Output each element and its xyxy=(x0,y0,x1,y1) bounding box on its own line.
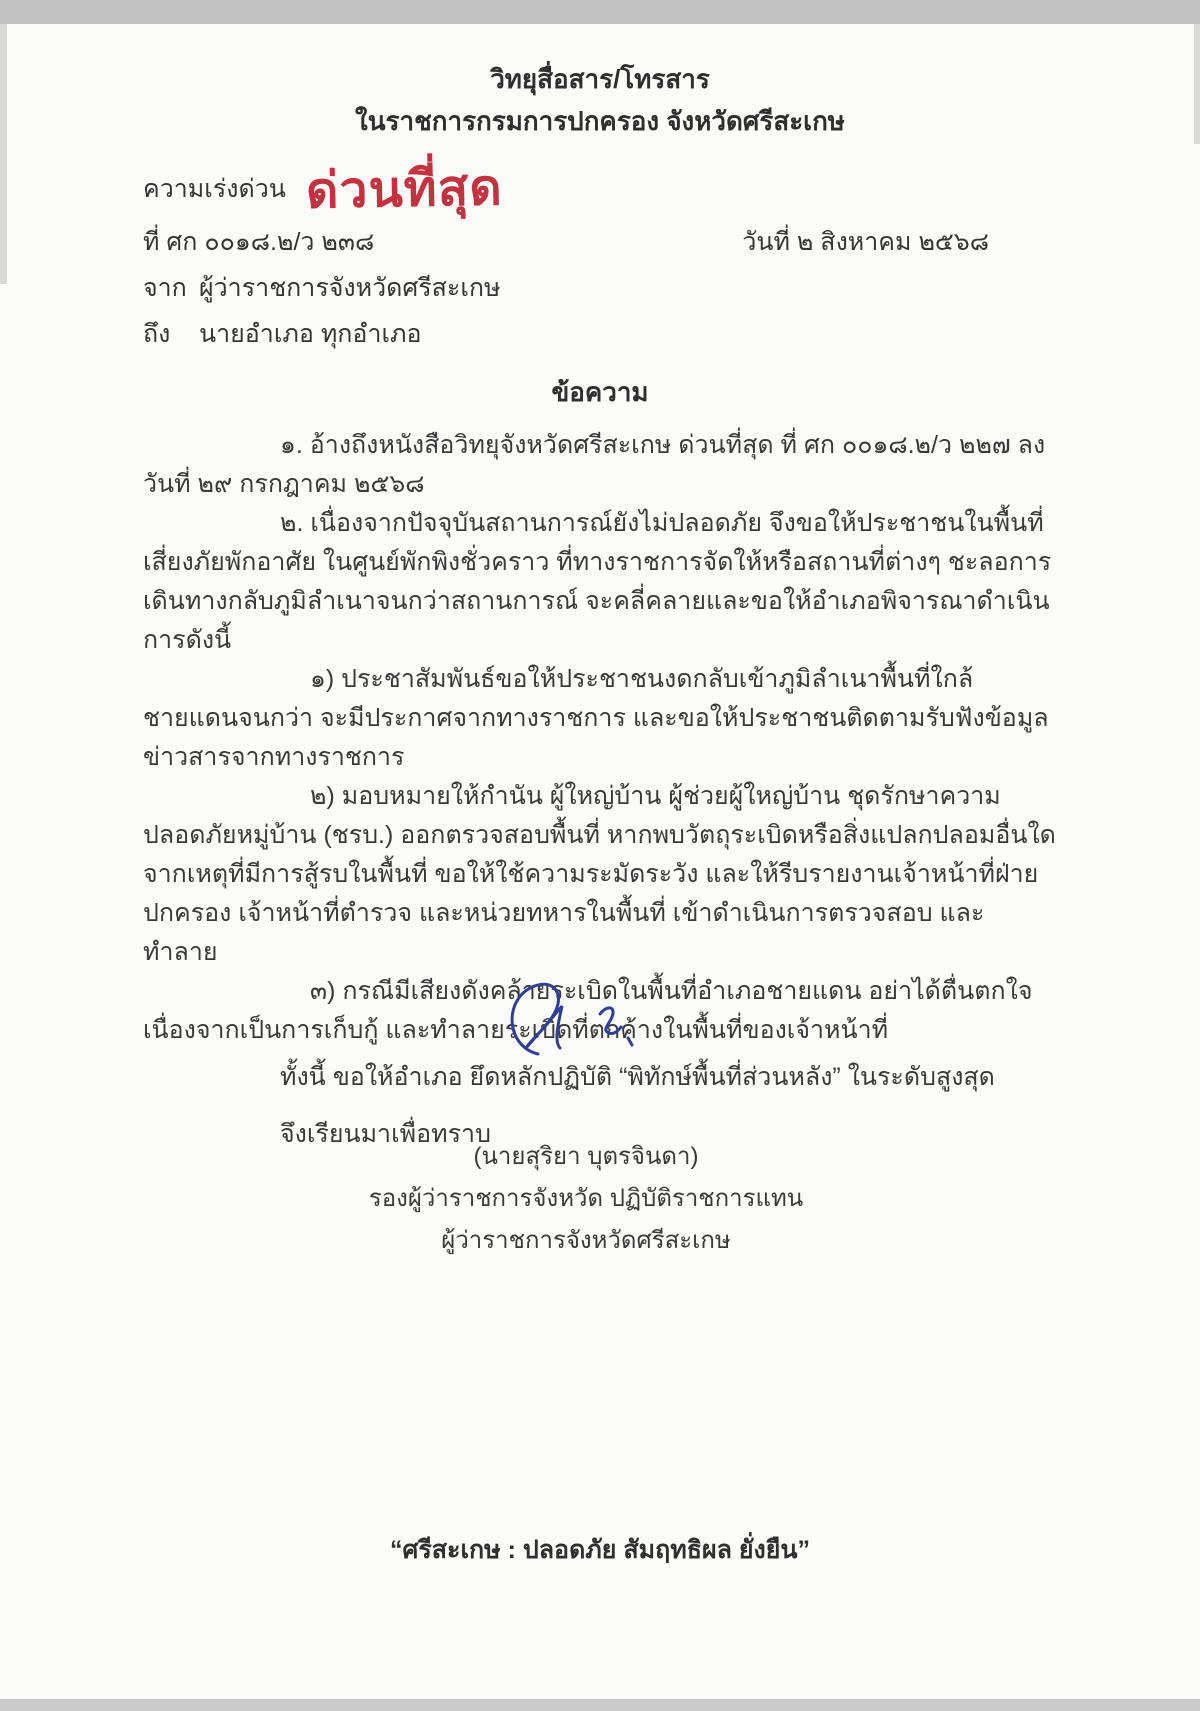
to-label: ถึง xyxy=(143,320,171,348)
body-item-3: ๓) กรณีมีเสียงดังคล้ายระเบิดในพื้นที่อำเภอชายแดน อย่าได้ตื่นตกใจเนื่องจากเป็นการเก็บกู้ และทำลายระเบิดที่ตกค้างในพื้นที่ของเจ้าหน้าที่ xyxy=(143,977,1033,1044)
to-row xyxy=(143,316,1200,352)
province-motto: “ศรีสะเกษ : ปลอดภัย สัมฤทธิผล ยั่งยืน” xyxy=(390,1536,810,1564)
body-directive: ทั้งนี้ ขอให้อำเภอ ยึดหลักปฏิบัติ “พิทักษ์พื้นที่ส่วนหลัง” ในระดับสูงสุด xyxy=(280,1063,995,1091)
to-value: นายอำเภอ ทุกอำเภอ xyxy=(199,320,422,348)
scan-edge-top xyxy=(0,0,1200,24)
body-item-2: ๒) มอบหมายให้กำนัน ผู้ใหญ่บ้าน ผู้ช่วยผู้ใหญ่บ้าน ชุดรักษาความปลอดภัยหมู่บ้าน (ชรบ.) ออกตรวจสอบพื้นที่ หากพบวัตถุระเบิดหรือสิ่งแปลกปลอมอื่นใด จากเหตุที่มีการสู้รบในพื้นที่ ขอให้ใช้ความระมัดระวัง และให้รีบรายงานเจ้าหน้าที่ฝ่ายปกครอง เจ้าหน้าที่ตำรวจ และหน่วยทหารในพื้นที่ เข้าดำเนินการตรวจสอบ และทำลาย xyxy=(143,782,1056,966)
message-heading: ข้อความ xyxy=(551,377,649,407)
signature-ink xyxy=(468,976,698,1076)
body-paragraph-situation: ๒. เนื่องจากปัจจุบันสถานการณ์ยังไม่ปลอดภัย จึงขอให้ประชาชนในพื้นที่เสี่ยงภัยพักอาศัย ในศูนย์พักพิงชั่วคราว ที่ทางราชการจัดให้หรือสถานที่ต่างๆ ชะลอการเดินทางกลับภูมิลำเนาจนกว่าสถานการณ์ จะคลี่คลายและขอให้อำเภอพิจารณาดำเนินการดังนี้ xyxy=(143,509,1052,654)
document-header xyxy=(0,58,1200,142)
body-paragraph-reference: ๑. อ้างถึงหนังสือวิทยุจังหวัดศรีสะเกษ ด่วนที่สุด ที่ ศก ๐๐๑๘.๒/ว ๒๒๗ ลงวันที่ ๒๙ กรกฎาคม ๒๕๖๘ xyxy=(143,431,1046,498)
scan-edge-bottom xyxy=(0,1699,1200,1711)
document-number-row xyxy=(143,224,1057,260)
document-title: วิทยุสื่อสาร/โทรสาร xyxy=(490,64,710,94)
urgency-stamp: ด่วนที่สุด xyxy=(305,159,503,219)
body-closing: จึงเรียนมาเพื่อทราบ xyxy=(280,1120,491,1148)
from-label: จาก xyxy=(143,274,187,302)
urgency-row xyxy=(143,159,1200,219)
urgency-label: ความเร่งด่วน xyxy=(143,175,286,203)
from-row xyxy=(143,270,1200,306)
signer-name: (นายสุริยา บุตรจินดา) xyxy=(473,1143,699,1170)
document-page xyxy=(0,58,1200,1564)
signer-title-line1: รองผู้ว่าราชการจังหวัด ปฏิบัติราชการแทน xyxy=(368,1185,804,1212)
from-value: ผู้ว่าราชการจังหวัดศรีสะเกษ xyxy=(199,274,501,302)
body-item-1: ๑) ประชาสัมพันธ์ขอให้ประชาชนงดกลับเข้าภูมิลำเนาพื้นที่ใกล้ชายแดนจนกว่า จะมีประกาศจากทางราชการ และขอให้ประชาชนติดตามรับฟังข้อมูลข่าวสารจากทางราชการ xyxy=(143,665,1049,771)
document-date: วันที่ ๒ สิงหาคม ๒๕๖๘ xyxy=(742,228,989,256)
document-number: ที่ ศก ๐๐๑๘.๒/ว ๒๓๘ xyxy=(143,228,375,256)
document-subtitle: ในราชการกรมการปกครอง จังหวัดศรีสะเกษ xyxy=(355,106,845,136)
signer-title-line2: ผู้ว่าราชการจังหวัดศรีสะเกษ xyxy=(441,1227,731,1254)
